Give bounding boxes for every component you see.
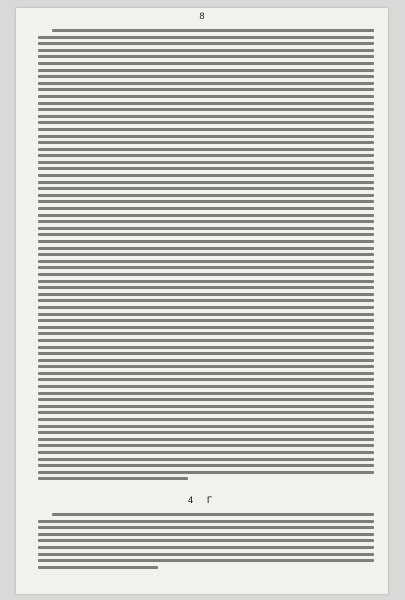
typed-line bbox=[38, 252, 374, 259]
typed-line-ink bbox=[38, 359, 374, 362]
typed-line-ink bbox=[38, 121, 374, 124]
typed-line bbox=[38, 443, 374, 450]
typed-line bbox=[38, 166, 374, 173]
typed-line-ink bbox=[38, 167, 374, 170]
typed-line-ink bbox=[38, 49, 374, 52]
body-text-lines bbox=[38, 28, 374, 486]
typed-line-ink bbox=[38, 36, 374, 39]
typed-line bbox=[38, 213, 374, 220]
typed-line bbox=[38, 68, 374, 75]
typed-line-ink bbox=[52, 513, 374, 516]
page-mark: 8 bbox=[199, 12, 205, 22]
typed-line bbox=[38, 450, 374, 457]
typed-line-ink bbox=[38, 431, 374, 434]
typed-line bbox=[38, 391, 374, 398]
typed-line-ink bbox=[38, 520, 374, 523]
typed-line-ink bbox=[38, 392, 374, 395]
typed-line bbox=[38, 538, 374, 545]
typed-line-ink bbox=[38, 187, 374, 190]
typed-line bbox=[38, 114, 374, 121]
typed-line-ink bbox=[38, 346, 374, 349]
typed-line bbox=[38, 476, 374, 483]
typed-line bbox=[38, 345, 374, 352]
typed-line bbox=[38, 272, 374, 279]
typed-line bbox=[38, 120, 374, 127]
typed-line-ink bbox=[38, 55, 374, 58]
typed-line-ink bbox=[38, 553, 374, 556]
typed-line-ink bbox=[38, 240, 374, 243]
typed-line bbox=[38, 279, 374, 286]
typed-line bbox=[38, 565, 374, 572]
typed-line-ink bbox=[38, 425, 374, 428]
typed-line-ink bbox=[38, 559, 374, 562]
typed-line-ink bbox=[38, 313, 374, 316]
typed-line bbox=[38, 371, 374, 378]
typed-line bbox=[38, 147, 374, 154]
typed-line bbox=[38, 417, 374, 424]
typed-line bbox=[38, 74, 374, 81]
typed-line-ink bbox=[52, 29, 374, 32]
typed-line-ink bbox=[38, 148, 374, 151]
typed-line-ink bbox=[38, 154, 374, 157]
typed-line bbox=[38, 206, 374, 213]
typed-line-ink bbox=[38, 247, 374, 250]
typed-line bbox=[38, 285, 374, 292]
typed-line-ink bbox=[38, 69, 374, 72]
typed-line bbox=[38, 153, 374, 160]
typed-line bbox=[38, 292, 374, 299]
typed-line bbox=[38, 239, 374, 246]
typed-line-ink bbox=[38, 438, 374, 441]
section-marker: 4 Γ bbox=[187, 496, 217, 506]
typed-line bbox=[38, 532, 374, 539]
typed-line bbox=[38, 424, 374, 431]
typed-line-ink bbox=[38, 546, 374, 549]
typed-line-ink bbox=[38, 458, 374, 461]
typed-line-ink bbox=[38, 75, 374, 78]
typed-line-ink bbox=[38, 42, 374, 45]
typed-line-ink bbox=[38, 174, 374, 177]
typed-line bbox=[38, 545, 374, 552]
typed-line-ink bbox=[38, 477, 188, 480]
typed-page bbox=[16, 8, 388, 594]
typed-line bbox=[38, 61, 374, 68]
typed-line-ink bbox=[38, 533, 374, 536]
typed-line-ink bbox=[38, 161, 374, 164]
typed-line bbox=[38, 404, 374, 411]
typed-line bbox=[38, 134, 374, 141]
typed-line-ink bbox=[38, 319, 374, 322]
typed-line-ink bbox=[38, 200, 374, 203]
typed-line bbox=[38, 246, 374, 253]
typed-line bbox=[38, 107, 374, 114]
typed-line-ink bbox=[38, 194, 374, 197]
typed-line bbox=[38, 160, 374, 167]
typed-line bbox=[38, 127, 374, 134]
typed-line-ink bbox=[38, 108, 374, 111]
typed-line-ink bbox=[38, 128, 374, 131]
typed-line bbox=[38, 470, 374, 477]
typed-line-ink bbox=[38, 339, 374, 342]
typed-line-ink bbox=[38, 115, 374, 118]
typed-line bbox=[38, 28, 374, 35]
typed-line-ink bbox=[38, 214, 374, 217]
typed-line-ink bbox=[38, 260, 374, 263]
typed-line bbox=[38, 219, 374, 226]
typed-line bbox=[38, 87, 374, 94]
typed-line bbox=[38, 351, 374, 358]
typed-line bbox=[38, 199, 374, 206]
typed-line-ink bbox=[38, 273, 374, 276]
typed-line bbox=[38, 457, 374, 464]
typed-line bbox=[38, 81, 374, 88]
typed-line bbox=[38, 312, 374, 319]
typed-line-ink bbox=[38, 141, 374, 144]
typed-line bbox=[38, 338, 374, 345]
typed-line bbox=[38, 331, 374, 338]
typed-line-ink bbox=[38, 398, 374, 401]
typed-line-ink bbox=[38, 471, 374, 474]
typed-line bbox=[38, 41, 374, 48]
typed-line bbox=[38, 364, 374, 371]
typed-line-ink bbox=[38, 227, 374, 230]
typed-line-ink bbox=[38, 526, 374, 529]
typed-line-ink bbox=[38, 464, 374, 467]
typed-line bbox=[38, 193, 374, 200]
typed-line bbox=[38, 410, 374, 417]
typed-line-ink bbox=[38, 451, 374, 454]
typed-line bbox=[38, 180, 374, 187]
typed-line-ink bbox=[38, 332, 374, 335]
typed-line-ink bbox=[38, 365, 374, 368]
typed-line-ink bbox=[38, 539, 374, 542]
typed-line-ink bbox=[38, 299, 374, 302]
typed-line-ink bbox=[38, 306, 374, 309]
typed-line bbox=[38, 35, 374, 42]
typed-line bbox=[38, 173, 374, 180]
typed-line bbox=[38, 463, 374, 470]
typed-line bbox=[38, 186, 374, 193]
typed-line-ink bbox=[38, 207, 374, 210]
typed-line bbox=[38, 558, 374, 565]
typed-line bbox=[38, 552, 374, 559]
typed-line bbox=[38, 384, 374, 391]
typed-line-ink bbox=[38, 352, 374, 355]
typed-line-ink bbox=[38, 62, 374, 65]
typed-line bbox=[38, 437, 374, 444]
typed-line bbox=[38, 525, 374, 532]
typed-line bbox=[38, 54, 374, 61]
typed-line-ink bbox=[38, 293, 374, 296]
typed-line bbox=[38, 259, 374, 266]
typed-line bbox=[38, 265, 374, 272]
typed-line-ink bbox=[38, 82, 374, 85]
typed-line-ink bbox=[38, 102, 374, 105]
closing-text-lines bbox=[38, 512, 374, 572]
typed-line bbox=[38, 232, 374, 239]
typed-line-ink bbox=[38, 444, 374, 447]
typed-line-ink bbox=[38, 411, 374, 414]
typed-line bbox=[38, 318, 374, 325]
typed-line-ink bbox=[38, 372, 374, 375]
typed-line-ink bbox=[38, 253, 374, 256]
typed-line-ink bbox=[38, 378, 374, 381]
typed-line-ink bbox=[38, 88, 374, 91]
typed-line-ink bbox=[38, 135, 374, 138]
typed-line bbox=[38, 140, 374, 147]
typed-line-ink bbox=[38, 266, 374, 269]
typed-line-ink bbox=[38, 286, 374, 289]
typed-line bbox=[38, 377, 374, 384]
typed-line bbox=[38, 305, 374, 312]
typed-line bbox=[38, 94, 374, 101]
typed-line-ink bbox=[38, 181, 374, 184]
typed-line-ink bbox=[38, 326, 374, 329]
typed-line bbox=[38, 325, 374, 332]
typed-line bbox=[38, 512, 374, 519]
typed-line bbox=[38, 397, 374, 404]
typed-line-ink bbox=[38, 95, 374, 98]
typed-line bbox=[38, 298, 374, 305]
typed-line-ink bbox=[38, 405, 374, 408]
typed-line bbox=[38, 430, 374, 437]
typed-line bbox=[38, 358, 374, 365]
typed-line-ink bbox=[38, 418, 374, 421]
typed-line-ink bbox=[38, 566, 158, 569]
typed-line-ink bbox=[38, 385, 374, 388]
typed-line-ink bbox=[38, 233, 374, 236]
typed-line-ink bbox=[38, 220, 374, 223]
typed-line bbox=[38, 48, 374, 55]
typed-line bbox=[38, 519, 374, 526]
typed-line bbox=[38, 101, 374, 108]
typed-line bbox=[38, 226, 374, 233]
typed-line-ink bbox=[38, 280, 374, 283]
